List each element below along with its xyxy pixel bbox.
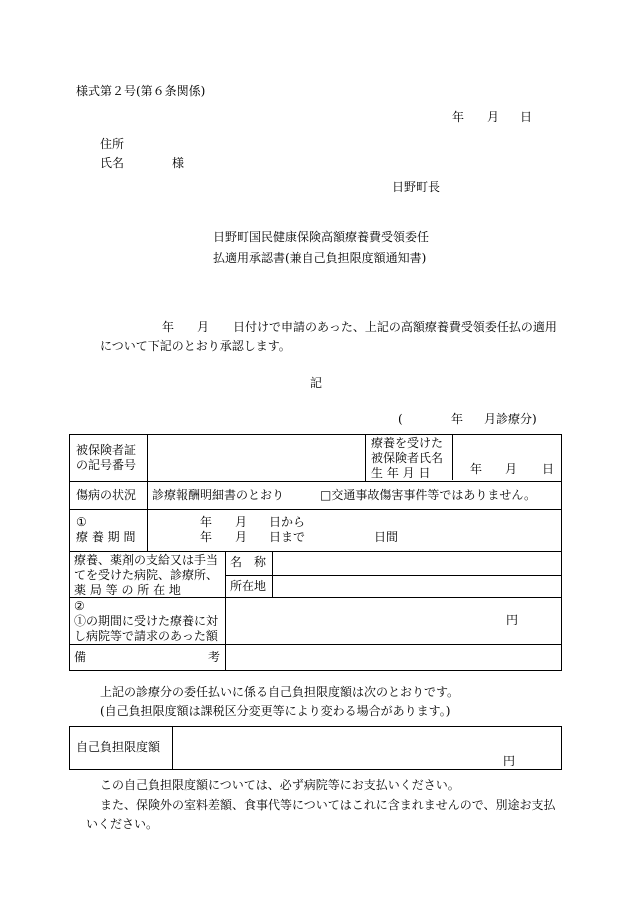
patient-label-2: 被保険者氏名: [371, 451, 444, 465]
limit-value-cell[interactable]: [173, 727, 562, 770]
provider-name-label: 名 称: [226, 552, 273, 576]
provider-address-label: 所在地: [226, 576, 273, 598]
period-label: ① 療 養 期 間: [70, 510, 148, 552]
from-month: 月: [235, 515, 248, 529]
date-year: 年: [452, 110, 465, 124]
limit-unit: 円: [503, 754, 516, 768]
insured-number-value[interactable]: [148, 435, 366, 482]
footer-note-1: この自己負担限度額については、必ず病院等にお支払いください。: [100, 778, 460, 792]
date-day: 日: [520, 110, 533, 124]
illness-label: 傷病の状況: [70, 482, 148, 510]
date-month: 月: [487, 110, 500, 124]
limit-text-2: (自己負担限度額は課税区分変更等により変わる場合があります。): [100, 704, 451, 718]
limit-table: [69, 726, 562, 770]
ki-heading: 記: [310, 376, 323, 390]
period-note-open: (: [398, 412, 403, 426]
traffic-accident-checkbox[interactable]: □交通事故傷害事件等ではありません。: [320, 488, 537, 502]
period-value-cell: [148, 510, 562, 552]
period-note-year: 年: [451, 412, 464, 426]
provider-address-value[interactable]: [273, 576, 562, 598]
birth-month: 月: [505, 462, 518, 476]
insured-number-label: 被保険者証 の記号番号: [70, 435, 148, 482]
title-line-1: 日野町国民健康保険高額療養費受領委任: [213, 230, 430, 244]
intro-month: 月: [197, 320, 210, 334]
footer-note-2a: また、保険外の室料差額、食事代等についてはこれに含まれませんので、別途お支払: [100, 798, 556, 812]
limit-label: 自己負担限度額: [70, 727, 173, 770]
illness-value-cell: [148, 482, 562, 510]
to-day: 日まで: [269, 530, 306, 544]
birth-day: 日: [542, 462, 555, 476]
limit-text-1: 上記の診療分の委任払いに係る自己負担限度額は次のとおりです。: [100, 685, 460, 699]
footer-note-2b: いください。: [86, 817, 159, 831]
remarks-label: 備 考: [70, 645, 226, 671]
honorific: 様: [172, 156, 185, 170]
approval-table: [69, 434, 562, 671]
days-count: 日間: [374, 530, 399, 544]
amount-unit: 円: [506, 613, 519, 627]
intro-year: 年: [162, 320, 175, 334]
from-day: 日から: [269, 515, 306, 529]
patient-label-1: 療養を受けた: [371, 436, 444, 450]
period-note-month: 月診療分): [484, 412, 537, 426]
amount-label: ② ①の期間に受けた療養に対 し病院等で請求のあった額: [70, 598, 226, 645]
intro-line-1: 日付けで申請のあった、上記の高額療養費受領委任払の適用: [233, 320, 557, 334]
birth-year: 年: [470, 462, 483, 476]
address-label: 住所: [100, 137, 125, 151]
to-year: 年: [200, 530, 213, 544]
provider-name-value[interactable]: [273, 552, 562, 576]
issuer: 日野町長: [392, 180, 441, 194]
form-number: 様式第２号(第６条関係): [76, 84, 206, 98]
amount-value-cell[interactable]: [226, 598, 562, 645]
intro-line-2: について下記のとおり承認します。: [100, 339, 291, 353]
remarks-value[interactable]: [226, 645, 562, 671]
patient-cell: [366, 435, 562, 482]
provider-label: 療養、薬剤の支給又は手当 てを受けた病院、診療所、 薬 局 等 の 所 在 地: [70, 552, 226, 598]
to-month: 月: [235, 530, 248, 544]
title-line-2: 払適用承認書(兼自己負担限度額通知書): [213, 251, 427, 265]
from-year: 年: [200, 515, 213, 529]
patient-label-3: 生 年 月 日: [371, 466, 431, 480]
name-label: 氏名: [100, 156, 125, 170]
illness-value: 診療報酬明細書のとおり: [152, 488, 285, 502]
